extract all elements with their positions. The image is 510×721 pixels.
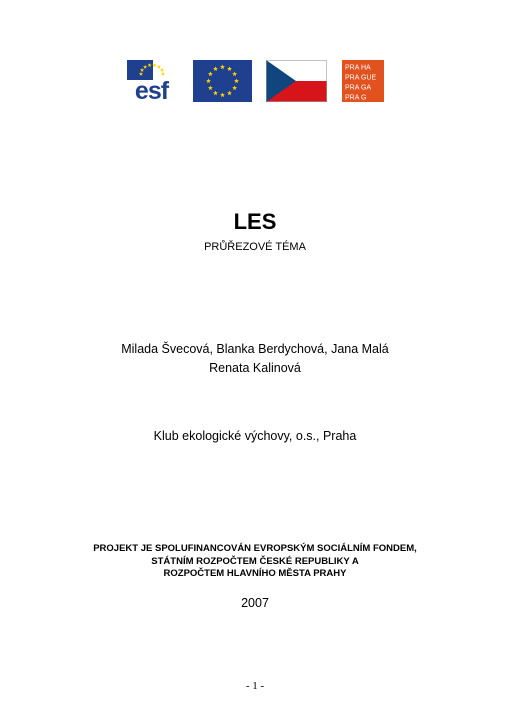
year: 2007: [241, 596, 269, 610]
organization: Klub ekologické výchovy, o.s., Praha: [153, 429, 357, 443]
eu-flag-logo: [193, 60, 252, 102]
praha-logo-line: PRA G: [345, 94, 367, 102]
praha-logo: [342, 60, 384, 102]
esf-logo: [127, 60, 176, 102]
authors: [0, 340, 510, 378]
authors-line: Milada Švecová, Blanka Berdychová, Jana Malá: [121, 342, 389, 356]
logo-strip: [127, 60, 387, 104]
project-line: PROJEKT JE SPOLUFINANCOVÁN EVROPSKÝM SOCIÁLNÍM FONDEM,: [93, 543, 417, 554]
czech-flag-logo: [266, 60, 327, 102]
project-funding-notice: [0, 543, 510, 581]
project-line: ROZPOČTEM HLAVNÍHO MĚSTA PRAHY: [163, 568, 347, 579]
project-line: STÁTNÍM ROZPOČTEM ČESKÉ REPUBLIKY A: [151, 555, 359, 567]
page-number: - 1 -: [245, 680, 265, 692]
authors-line: Renata Kalinová: [209, 361, 301, 375]
praha-logo-line: PRA HA: [345, 64, 371, 72]
praha-logo-line: PRA GUE: [345, 74, 377, 82]
esf-logo-text: esf: [134, 77, 169, 102]
document-title: LES: [233, 209, 277, 234]
praha-logo-line: PRA GA: [345, 84, 372, 92]
document-subtitle: PRŮŘEZOVÉ TÉMA: [204, 241, 306, 253]
